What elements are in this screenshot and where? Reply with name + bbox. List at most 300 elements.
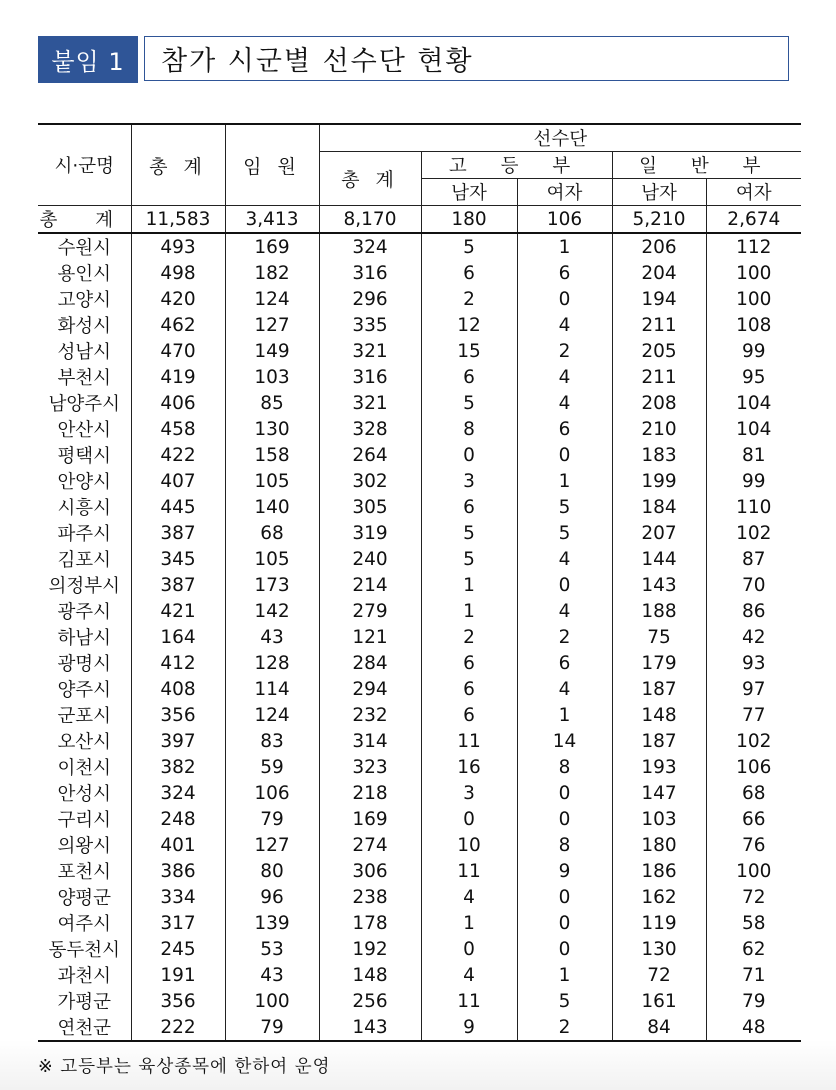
- value-cell: 128: [225, 650, 319, 676]
- value-cell: 169: [319, 806, 421, 832]
- value-cell: 43: [225, 624, 319, 650]
- table-row: [38, 233, 801, 260]
- value-cell: 0: [517, 884, 612, 910]
- value-cell: 15: [421, 338, 517, 364]
- table-row: [38, 650, 801, 676]
- value-cell: 187: [612, 676, 706, 702]
- value-cell: 48: [706, 1014, 801, 1041]
- value-cell: 5: [421, 233, 517, 260]
- value-cell: 71: [706, 962, 801, 988]
- city-name-cell: 오산시: [38, 728, 131, 754]
- value-cell: 142: [225, 598, 319, 624]
- table-row: [38, 676, 801, 702]
- table-row: [38, 988, 801, 1014]
- value-cell: 408: [131, 676, 225, 702]
- value-cell: 140: [225, 494, 319, 520]
- value-cell: 1: [517, 468, 612, 494]
- city-name-cell: 고양시: [38, 286, 131, 312]
- value-cell: 106: [706, 754, 801, 780]
- value-cell: 79: [706, 988, 801, 1014]
- city-name-cell: 안성시: [38, 780, 131, 806]
- value-cell: 324: [319, 233, 421, 260]
- header-high-school: 고 등 부: [421, 152, 612, 179]
- value-cell: 58: [706, 910, 801, 936]
- value-cell: 96: [225, 884, 319, 910]
- value-cell: 8: [517, 832, 612, 858]
- city-name-cell: 구리시: [38, 806, 131, 832]
- city-name-cell: 하남시: [38, 624, 131, 650]
- city-name-cell: 안산시: [38, 416, 131, 442]
- table-row: [38, 910, 801, 936]
- value-cell: 6: [421, 702, 517, 728]
- value-cell: 110: [706, 494, 801, 520]
- value-cell: 143: [612, 572, 706, 598]
- value-cell: 106: [225, 780, 319, 806]
- value-cell: 9: [517, 858, 612, 884]
- value-cell: 319: [319, 520, 421, 546]
- value-cell: 5: [421, 520, 517, 546]
- value-cell: 14: [517, 728, 612, 754]
- value-cell: 81: [706, 442, 801, 468]
- city-name-cell: 양평군: [38, 884, 131, 910]
- value-cell: 70: [706, 572, 801, 598]
- value-cell: 79: [225, 1014, 319, 1041]
- city-name-cell: 남양주시: [38, 390, 131, 416]
- value-cell: 0: [421, 806, 517, 832]
- value-cell: 401: [131, 832, 225, 858]
- value-cell: 127: [225, 832, 319, 858]
- value-cell: 302: [319, 468, 421, 494]
- value-cell: 238: [319, 884, 421, 910]
- value-cell: 173: [225, 572, 319, 598]
- value-cell: 102: [706, 520, 801, 546]
- city-name-cell: 성남시: [38, 338, 131, 364]
- value-cell: 356: [131, 702, 225, 728]
- header-total: 총 계: [131, 124, 225, 206]
- value-cell: 188: [612, 598, 706, 624]
- table-row: [38, 338, 801, 364]
- value-cell: 0: [421, 442, 517, 468]
- value-cell: 211: [612, 312, 706, 338]
- value-cell: 4: [517, 676, 612, 702]
- value-cell: 1: [421, 598, 517, 624]
- value-cell: 0: [517, 442, 612, 468]
- table-body: [38, 206, 801, 1042]
- table-row: [38, 364, 801, 390]
- table-row: [38, 390, 801, 416]
- value-cell: 8: [421, 416, 517, 442]
- value-cell: 77: [706, 702, 801, 728]
- table-row: [38, 494, 801, 520]
- value-cell: 161: [612, 988, 706, 1014]
- value-cell: 144: [612, 546, 706, 572]
- value-cell: 130: [612, 936, 706, 962]
- value-cell: 232: [319, 702, 421, 728]
- value-cell: 321: [319, 338, 421, 364]
- value-cell: 5: [517, 520, 612, 546]
- value-cell: 382: [131, 754, 225, 780]
- value-cell: 6: [517, 260, 612, 286]
- value-cell: 75: [612, 624, 706, 650]
- total-cell: 11,583: [131, 206, 225, 234]
- value-cell: 42: [706, 624, 801, 650]
- value-cell: 387: [131, 520, 225, 546]
- value-cell: 462: [131, 312, 225, 338]
- city-name-cell: 부천시: [38, 364, 131, 390]
- value-cell: 2: [517, 624, 612, 650]
- value-cell: 5: [517, 494, 612, 520]
- value-cell: 345: [131, 546, 225, 572]
- value-cell: 100: [706, 858, 801, 884]
- value-cell: 0: [517, 936, 612, 962]
- value-cell: 321: [319, 390, 421, 416]
- value-cell: 4: [421, 962, 517, 988]
- value-cell: 162: [612, 884, 706, 910]
- value-cell: 62: [706, 936, 801, 962]
- value-cell: 422: [131, 442, 225, 468]
- value-cell: 1: [421, 910, 517, 936]
- value-cell: 169: [225, 233, 319, 260]
- value-cell: 204: [612, 260, 706, 286]
- value-cell: 323: [319, 754, 421, 780]
- value-cell: 121: [319, 624, 421, 650]
- value-cell: 2: [517, 1014, 612, 1041]
- value-cell: 103: [612, 806, 706, 832]
- value-cell: 2: [421, 624, 517, 650]
- value-cell: 186: [612, 858, 706, 884]
- value-cell: 6: [421, 260, 517, 286]
- value-cell: 387: [131, 572, 225, 598]
- table-row: [38, 416, 801, 442]
- value-cell: 397: [131, 728, 225, 754]
- value-cell: 335: [319, 312, 421, 338]
- table-row: [38, 806, 801, 832]
- total-cell: 3,413: [225, 206, 319, 234]
- city-name-cell: 광주시: [38, 598, 131, 624]
- value-cell: 10: [421, 832, 517, 858]
- attachment-badge: 붙임 1: [38, 36, 138, 83]
- value-cell: 183: [612, 442, 706, 468]
- value-cell: 6: [421, 494, 517, 520]
- value-cell: 279: [319, 598, 421, 624]
- value-cell: 68: [706, 780, 801, 806]
- value-cell: 4: [517, 598, 612, 624]
- value-cell: 149: [225, 338, 319, 364]
- value-cell: 11: [421, 988, 517, 1014]
- value-cell: 407: [131, 468, 225, 494]
- city-name-cell: 군포시: [38, 702, 131, 728]
- table-row: [38, 286, 801, 312]
- city-name-cell: 파주시: [38, 520, 131, 546]
- value-cell: 53: [225, 936, 319, 962]
- value-cell: 2: [421, 286, 517, 312]
- header-gen-male: 남자: [612, 179, 706, 206]
- value-cell: 6: [517, 416, 612, 442]
- city-name-cell: 의정부시: [38, 572, 131, 598]
- table-row: [38, 598, 801, 624]
- value-cell: 5: [517, 988, 612, 1014]
- city-name-cell: 김포시: [38, 546, 131, 572]
- value-cell: 5: [421, 546, 517, 572]
- table-row: [38, 546, 801, 572]
- value-cell: 178: [319, 910, 421, 936]
- value-cell: 314: [319, 728, 421, 754]
- value-cell: 445: [131, 494, 225, 520]
- city-name-cell: 수원시: [38, 233, 131, 260]
- city-name-cell: 과천시: [38, 962, 131, 988]
- value-cell: 99: [706, 338, 801, 364]
- value-cell: 104: [706, 390, 801, 416]
- value-cell: 284: [319, 650, 421, 676]
- value-cell: 193: [612, 754, 706, 780]
- value-cell: 99: [706, 468, 801, 494]
- value-cell: 4: [421, 884, 517, 910]
- value-cell: 1: [517, 962, 612, 988]
- value-cell: 124: [225, 286, 319, 312]
- value-cell: 192: [319, 936, 421, 962]
- value-cell: 79: [225, 806, 319, 832]
- value-cell: 493: [131, 233, 225, 260]
- table-row: [38, 962, 801, 988]
- value-cell: 86: [706, 598, 801, 624]
- value-cell: 191: [131, 962, 225, 988]
- value-cell: 205: [612, 338, 706, 364]
- value-cell: 256: [319, 988, 421, 1014]
- header-city: 시·군명: [38, 124, 131, 206]
- total-cell: 106: [517, 206, 612, 234]
- value-cell: 305: [319, 494, 421, 520]
- value-cell: 406: [131, 390, 225, 416]
- value-cell: 68: [225, 520, 319, 546]
- value-cell: 119: [612, 910, 706, 936]
- value-cell: 66: [706, 806, 801, 832]
- table-row: [38, 884, 801, 910]
- value-cell: 194: [612, 286, 706, 312]
- value-cell: 317: [131, 910, 225, 936]
- value-cell: 419: [131, 364, 225, 390]
- table-row: [38, 936, 801, 962]
- value-cell: 470: [131, 338, 225, 364]
- city-name-cell: 포천시: [38, 858, 131, 884]
- value-cell: 214: [319, 572, 421, 598]
- value-cell: 147: [612, 780, 706, 806]
- value-cell: 139: [225, 910, 319, 936]
- value-cell: 0: [517, 806, 612, 832]
- table-row: [38, 780, 801, 806]
- value-cell: 412: [131, 650, 225, 676]
- value-cell: 97: [706, 676, 801, 702]
- value-cell: 103: [225, 364, 319, 390]
- value-cell: 72: [612, 962, 706, 988]
- value-cell: 0: [517, 286, 612, 312]
- value-cell: 108: [706, 312, 801, 338]
- table-row: [38, 520, 801, 546]
- city-name-cell: 평택시: [38, 442, 131, 468]
- value-cell: 114: [225, 676, 319, 702]
- value-cell: 206: [612, 233, 706, 260]
- value-cell: 248: [131, 806, 225, 832]
- value-cell: 222: [131, 1014, 225, 1041]
- total-row: [38, 206, 801, 234]
- value-cell: 76: [706, 832, 801, 858]
- value-cell: 264: [319, 442, 421, 468]
- value-cell: 274: [319, 832, 421, 858]
- table-row: [38, 442, 801, 468]
- value-cell: 4: [517, 312, 612, 338]
- value-cell: 6: [421, 364, 517, 390]
- value-cell: 187: [612, 728, 706, 754]
- value-cell: 100: [706, 286, 801, 312]
- value-cell: 83: [225, 728, 319, 754]
- value-cell: 6: [421, 676, 517, 702]
- value-cell: 158: [225, 442, 319, 468]
- value-cell: 102: [706, 728, 801, 754]
- value-cell: 43: [225, 962, 319, 988]
- page-title: 참가 시군별 선수단 현황: [144, 36, 789, 81]
- value-cell: 84: [612, 1014, 706, 1041]
- value-cell: 458: [131, 416, 225, 442]
- city-name-cell: 가평군: [38, 988, 131, 1014]
- delegation-table: [38, 123, 801, 1042]
- city-name-cell: 이천시: [38, 754, 131, 780]
- value-cell: 240: [319, 546, 421, 572]
- value-cell: 324: [131, 780, 225, 806]
- value-cell: 0: [517, 572, 612, 598]
- city-name-cell: 화성시: [38, 312, 131, 338]
- city-name-cell: 시흥시: [38, 494, 131, 520]
- city-name-cell: 동두천시: [38, 936, 131, 962]
- table-row: [38, 1014, 801, 1041]
- value-cell: 95: [706, 364, 801, 390]
- city-name-cell: 여주시: [38, 910, 131, 936]
- header-general: 일 반 부: [612, 152, 801, 179]
- value-cell: 9: [421, 1014, 517, 1041]
- value-cell: 0: [421, 936, 517, 962]
- header-athletes-total: 총 계: [319, 152, 421, 206]
- value-cell: 180: [612, 832, 706, 858]
- city-name-cell: 의왕시: [38, 832, 131, 858]
- value-cell: 104: [706, 416, 801, 442]
- total-cell: 180: [421, 206, 517, 234]
- value-cell: 245: [131, 936, 225, 962]
- footnote: ※ 고등부는 육상종목에 한하여 운영: [38, 1057, 331, 1077]
- value-cell: 143: [319, 1014, 421, 1041]
- value-cell: 59: [225, 754, 319, 780]
- value-cell: 296: [319, 286, 421, 312]
- value-cell: 11: [421, 728, 517, 754]
- value-cell: 164: [131, 624, 225, 650]
- value-cell: 3: [421, 468, 517, 494]
- value-cell: 112: [706, 233, 801, 260]
- value-cell: 207: [612, 520, 706, 546]
- table-row: [38, 754, 801, 780]
- header-officials: 임 원: [225, 124, 319, 206]
- value-cell: 184: [612, 494, 706, 520]
- value-cell: 316: [319, 260, 421, 286]
- total-cell: 2,674: [706, 206, 801, 234]
- table-row: [38, 832, 801, 858]
- table-row: [38, 312, 801, 338]
- value-cell: 4: [517, 390, 612, 416]
- value-cell: 148: [319, 962, 421, 988]
- value-cell: 498: [131, 260, 225, 286]
- value-cell: 356: [131, 988, 225, 1014]
- table-row: [38, 572, 801, 598]
- value-cell: 328: [319, 416, 421, 442]
- value-cell: 148: [612, 702, 706, 728]
- value-cell: 1: [517, 702, 612, 728]
- value-cell: 0: [517, 780, 612, 806]
- table-row: [38, 468, 801, 494]
- value-cell: 12: [421, 312, 517, 338]
- value-cell: 93: [706, 650, 801, 676]
- value-cell: 334: [131, 884, 225, 910]
- value-cell: 1: [517, 233, 612, 260]
- header-gen-female: 여자: [706, 179, 801, 206]
- total-cell: 5,210: [612, 206, 706, 234]
- value-cell: 100: [225, 988, 319, 1014]
- value-cell: 1: [421, 572, 517, 598]
- city-name-cell: 안양시: [38, 468, 131, 494]
- value-cell: 182: [225, 260, 319, 286]
- value-cell: 211: [612, 364, 706, 390]
- table-row: [38, 858, 801, 884]
- value-cell: 210: [612, 416, 706, 442]
- city-name-cell: 연천군: [38, 1014, 131, 1041]
- header-hs-male: 남자: [421, 179, 517, 206]
- value-cell: 124: [225, 702, 319, 728]
- value-cell: 6: [517, 650, 612, 676]
- value-cell: 6: [421, 650, 517, 676]
- value-cell: 179: [612, 650, 706, 676]
- value-cell: 4: [517, 364, 612, 390]
- value-cell: 8: [517, 754, 612, 780]
- value-cell: 421: [131, 598, 225, 624]
- table-row: [38, 624, 801, 650]
- value-cell: 85: [225, 390, 319, 416]
- value-cell: 199: [612, 468, 706, 494]
- value-cell: 87: [706, 546, 801, 572]
- value-cell: 4: [517, 546, 612, 572]
- value-cell: 386: [131, 858, 225, 884]
- value-cell: 5: [421, 390, 517, 416]
- value-cell: 0: [517, 910, 612, 936]
- value-cell: 72: [706, 884, 801, 910]
- table-row: [38, 260, 801, 286]
- value-cell: 80: [225, 858, 319, 884]
- header-hs-female: 여자: [517, 179, 612, 206]
- total-cell: 8,170: [319, 206, 421, 234]
- table-row: [38, 702, 801, 728]
- value-cell: 2: [517, 338, 612, 364]
- value-cell: 16: [421, 754, 517, 780]
- value-cell: 105: [225, 546, 319, 572]
- table-row: [38, 728, 801, 754]
- value-cell: 105: [225, 468, 319, 494]
- header-athletes: 선수단: [319, 124, 801, 152]
- value-cell: 420: [131, 286, 225, 312]
- value-cell: 130: [225, 416, 319, 442]
- city-name-cell: 용인시: [38, 260, 131, 286]
- value-cell: 316: [319, 364, 421, 390]
- value-cell: 306: [319, 858, 421, 884]
- value-cell: 218: [319, 780, 421, 806]
- value-cell: 208: [612, 390, 706, 416]
- total-row-label: 총 계: [38, 206, 131, 234]
- value-cell: 11: [421, 858, 517, 884]
- value-cell: 127: [225, 312, 319, 338]
- value-cell: 294: [319, 676, 421, 702]
